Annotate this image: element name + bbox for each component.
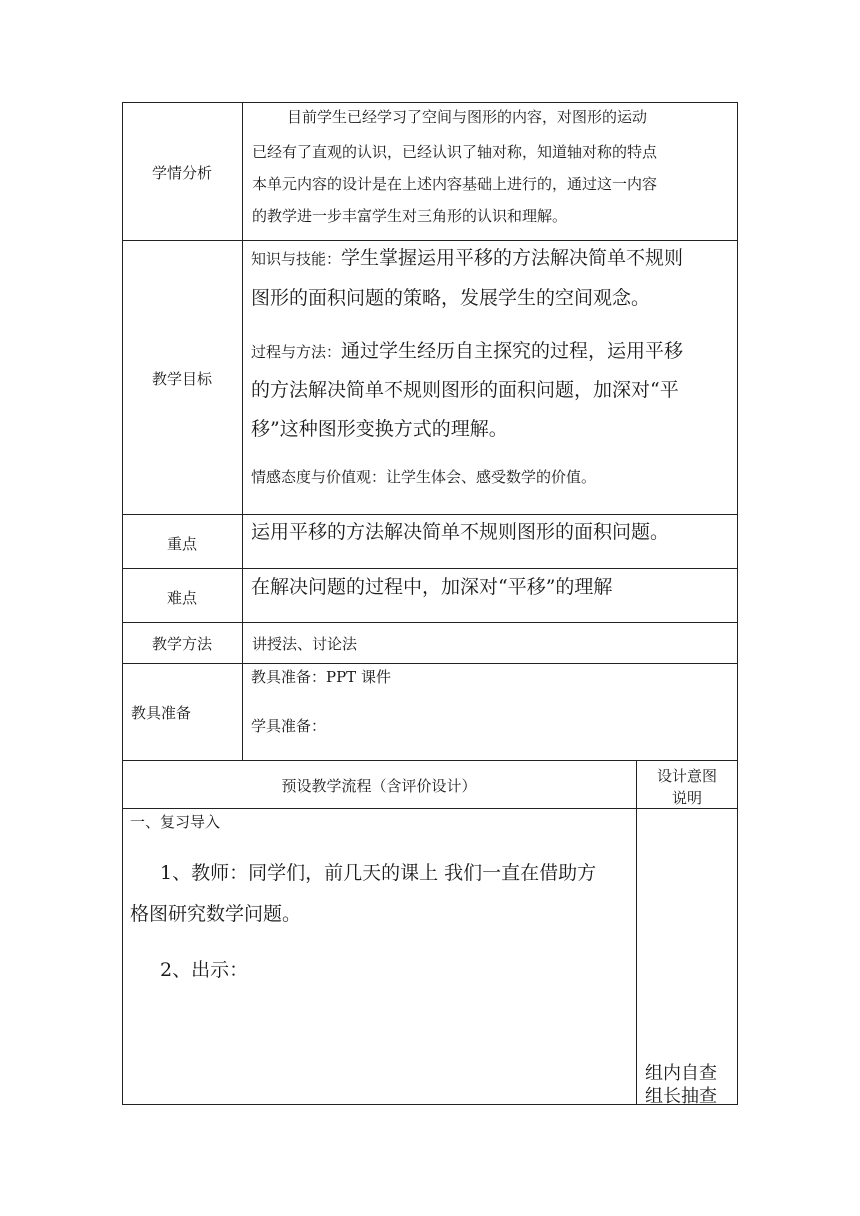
row-divider [122,760,738,761]
difficulty-text: 在解决问题的过程中，加深对“平移”的理解 [251,576,613,598]
goal-process-line: 移”这种图形变换方式的理解。 [251,418,508,440]
flow-header: 预设教学流程（含评价设计） [281,777,477,795]
goal-process-line [251,336,683,363]
analysis-line: 已经有了直观的认识，已经认识了轴对称，知道轴对称的特点 [252,143,658,161]
flow-item-1-cont: 格图研究数学问题。 [130,903,302,925]
row-label-student-analysis: 学情分析 [151,164,212,182]
row-divider [122,240,738,241]
goal-process-prefix: 过程与方法： [251,343,342,361]
goal-knowledge-text: 学生掌握运用平移的方法解决简单不规则 [341,247,684,269]
row-divider [122,514,738,515]
row-label-materials: 教具准备 [131,704,192,722]
intent-header-line: 说明 [671,789,702,807]
materials-teacher: 教具准备：PPT 课件 [251,668,391,686]
intent-column-divider [636,760,637,1105]
goal-knowledge-line [251,243,683,270]
row-label-teaching-method: 教学方法 [151,635,212,653]
goal-knowledge-line: 图形的面积问题的策略，发展学生的空间观念。 [251,287,651,309]
row-divider [122,808,738,809]
key-point-text: 运用平移的方法解决简单不规则图形的面积问题。 [251,521,670,543]
goal-process-text: 通过学生经历自主探究的过程，运用平移 [341,340,684,362]
teaching-method-text: 讲授法、讨论法 [252,635,358,653]
materials-student: 学具准备： [251,717,327,735]
analysis-line: 的教学进一步丰富学生对三角形的认识和理解。 [252,207,568,225]
row-divider [122,622,738,623]
table-border-top [122,102,738,103]
flow-item-2: 2、出示： [160,959,249,981]
intent-note-line: 组内自查 [645,1063,717,1084]
flow-section-title: 一、复习导入 [130,813,221,831]
goal-process-line: 的方法解决简单不规则图形的面积问题，加深对“平 [251,379,679,401]
intent-note-line: 组长抽查 [645,1086,717,1107]
row-label-key-point: 重点 [166,535,197,553]
goal-emotion-line: 情感态度与价值观：让学生体会、感受数学的价值。 [251,468,597,486]
flow-item-1: 1、教师：同学们，前几天的课上 我们一直在借助方 [160,862,597,884]
table-border-right [737,102,738,1105]
goal-knowledge-prefix: 知识与技能： [251,250,342,268]
intent-header-line: 设计意图 [656,767,717,785]
row-label-difficulty: 难点 [166,589,197,607]
row-divider [122,568,738,569]
row-divider [122,663,738,664]
analysis-line: 本单元内容的设计是在上述内容基础上进行的，通过这一内容 [252,175,658,193]
analysis-line: 目前学生已经学习了空间与图形的内容，对图形的运动 [287,108,648,126]
row-label-teaching-goals: 教学目标 [151,370,212,388]
label-column-divider [242,102,243,761]
